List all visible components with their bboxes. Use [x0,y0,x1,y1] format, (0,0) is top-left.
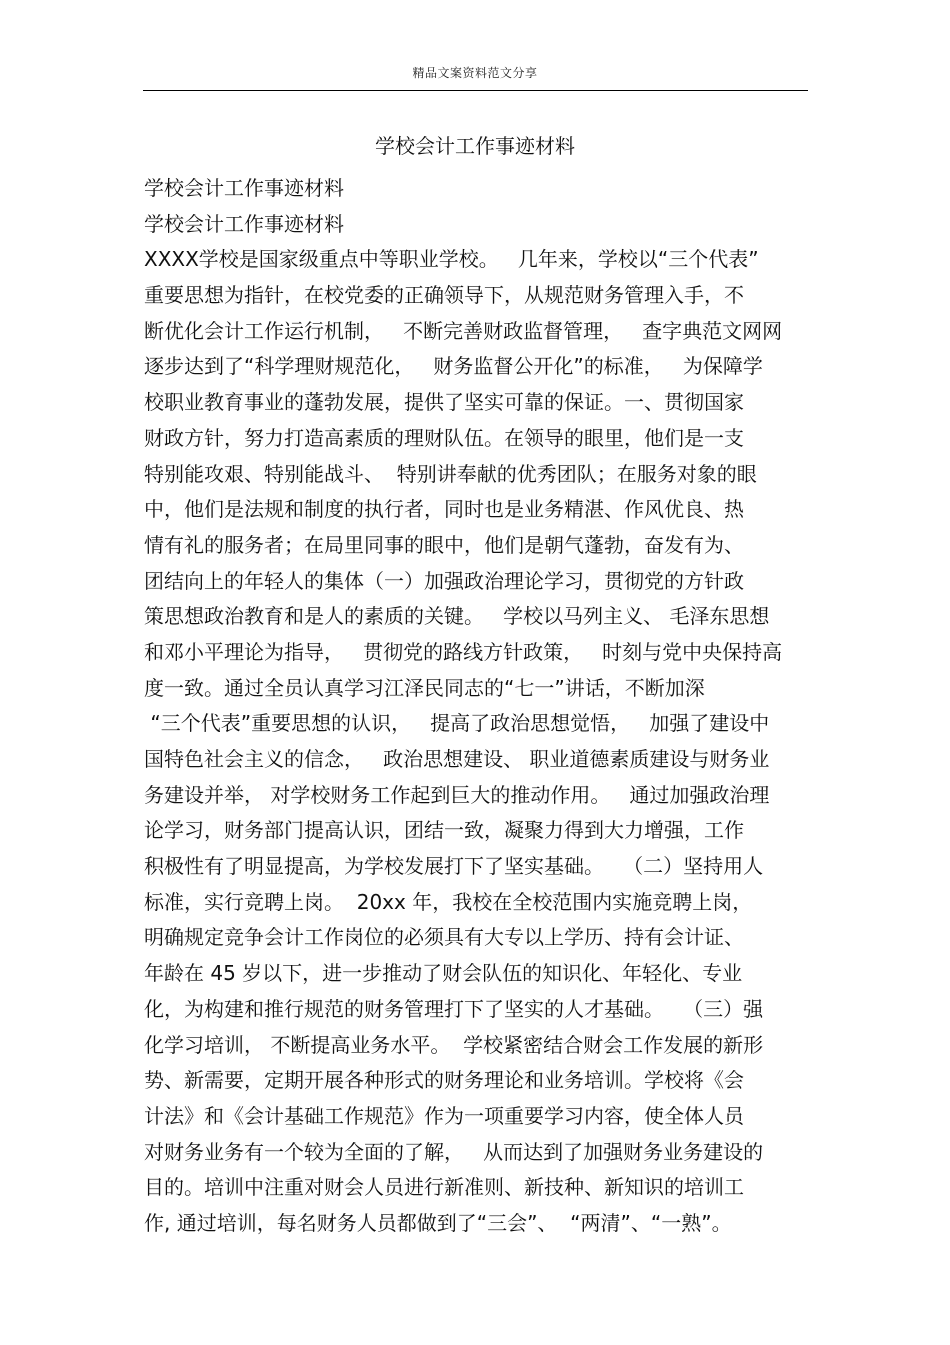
body-line: 策思想政治教育和是人的素质的关键。 学校以马列主义、 毛泽东思想 [144,604,770,629]
body-line: 目的。培训中注重对财会人员进行新准则、新技种、新知识的培训工 [144,1175,744,1200]
document-title: 学校会计工作事迹材料 [375,134,575,158]
body-line: 计法》和《会计基础工作规范》作为一项重要学习内容，使全体人员 [144,1103,744,1128]
body-line: 积极性有了明显提高，为学校发展打下了坚实基础。 （二）坚持用人 [144,854,764,879]
body-line: 化学习培训， 不断提高业务水平。 学校紧密结合财会工作发展的新形 [144,1032,764,1057]
body-line: 中，他们是法规和制度的执行者，同时也是业务精湛、作风优良、热 [144,497,744,522]
body-line: 财政方针，努力打造高素质的理财队伍。在领导的眼里，他们是一支 [144,425,744,450]
body-line: 学校会计工作事迹材料 [144,211,344,236]
document-body [144,171,824,1242]
body-line: 明确规定竞争会计工作岗位的必须具有大专以上学历、持有会计证、 [144,925,744,950]
body-line: 情有礼的服务者；在局里同事的眼中，他们是朝气蓬勃，奋发有为、 [144,532,744,557]
body-line: 论学习，财务部门提高认识，团结一致，凝聚力得到大力增强，工作 [144,818,744,843]
body-line: XXXX学校是国家级重点中等职业学校。 几年来，学校以“三个代表” [144,247,759,272]
page-header: 精品文案资料范文分享 [412,66,538,80]
body-line: 校职业教育事业的蓬勃发展，提供了坚实可靠的保证。一、贯彻国家 [144,390,744,415]
body-line: 年龄在 45 岁以下，进一步推动了财会队伍的知识化、年轻化、专业 [144,961,743,986]
body-line: 特别能攻艰、特别能战斗、 特别讲奉献的优秀团队；在服务对象的眼 [144,461,757,486]
body-line: “三个代表”重要思想的认识， 提高了政治思想觉悟， 加强了建设中 [144,711,770,736]
body-line: 务建设并举， 对学校财务工作起到巨大的推动作用。 通过加强政治理 [144,782,770,807]
body-line: 学校会计工作事迹材料 [144,176,344,200]
body-line: 国特色社会主义的信念， 政治思想建设、 职业道德素质建设与财务业 [144,747,770,771]
body-line: 逐步达到了“科学理财规范化， 财务监督公开化”的标准， 为保障学 [144,354,763,379]
body-line: 重要思想为指针，在校党委的正确领导下，从规范财务管理入手，不 [144,283,744,308]
body-line: 团结向上的年轻人的集体（一）加强政治理论学习，贯彻党的方针政 [144,568,744,593]
body-line: 标准，实行竞聘上岗。 20xx 年，我校在全校范围内实施竞聘上岗， [144,889,753,914]
body-line: 度一致。通过全员认真学习江泽民同志的“七一”讲话，不断加深 [144,675,705,700]
body-line: 对财务业务有一个较为全面的了解， 从而达到了加强财务业务建设的 [144,1139,764,1164]
body-line: 势、新需要，定期开展各种形式的财务理论和业务培训。学校将《会 [144,1068,744,1093]
body-line: 断优化会计工作运行机制， 不断完善财政监督管理， 查字典范文网网 [144,318,783,343]
body-line: 作, 通过培训，每名财务人员都做到了“三会”、 “两清”、“一熟”。 [144,1210,732,1235]
header-divider [143,90,808,91]
body-line: 和邓小平理论为指导， 贯彻党的路线方针政策， 时刻与党中央保持高 [144,639,783,664]
body-line: 化，为构建和推行规范的财务管理打下了坚实的人才基础。 （三）强 [144,996,764,1021]
